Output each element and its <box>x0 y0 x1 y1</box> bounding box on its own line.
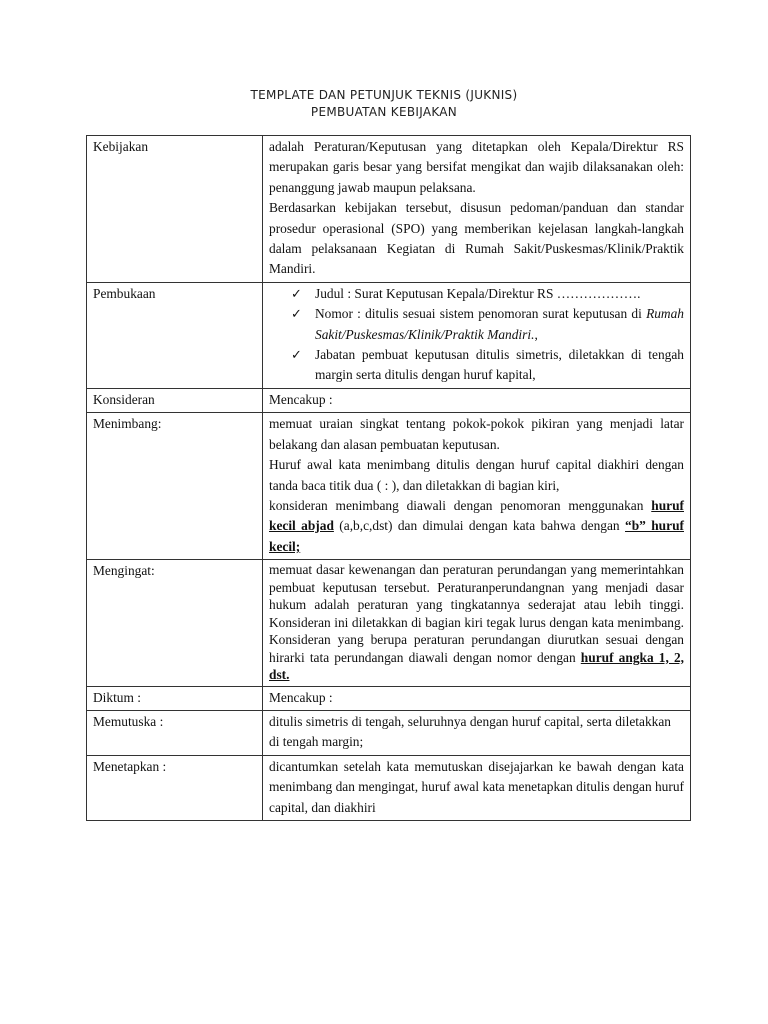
table-row-memutuska <box>87 711 691 756</box>
check-icon: ✓ <box>291 285 302 301</box>
row-content-konsideran: Mencakup : <box>263 388 691 412</box>
menimbang-p2: Huruf awal kata menimbang ditulis dengan huruf capital diakhiri dengan tanda baca titik dua ( : ), dan diletakkan di bagian kiri, <box>269 457 684 493</box>
row-label-mengingat: Mengingat: <box>87 560 263 687</box>
mengingat-text: memuat dasar kewenangan dan peraturan perundangan yang memerintahkan pembuat keputusan tersebut. Peraturanperundangnan yang menjadi dasar hukum adalah peraturan yang tingkatannya sederajat atau lebih tinggi. Konsideran ini diletakkan di bagian kiri tegak lurus dengan kata menimbang. Konsideran yang berupa peraturan perundangan diurutkan sesuai dengan hirarki tata perundangan diawali dengan nomor dengan huruf angka 1, 2, dst. <box>269 562 684 683</box>
row-label-menetapkan: Menetapkan : <box>87 755 263 820</box>
row-content-menimbang <box>263 413 691 560</box>
kebijakan-basis: Berdasarkan kebijakan tersebut, disusun pedoman/panduan dan standar prosedur operasional (SPO) yang memberikan kejelasan langkah-langkah dalam pelaksanaan Kegiatan di Rumah Sakit/Puskesmas/Klinik/Praktik Mandiri. <box>269 200 684 277</box>
row-content-pembukaan <box>263 282 691 388</box>
row-label-pembukaan: Pembukaan <box>87 282 263 388</box>
check-icon: ✓ <box>291 347 302 363</box>
table-row-pembukaan <box>87 282 691 388</box>
pembukaan-checklist <box>269 284 684 386</box>
menimbang-p3: konsideran menimbang diawali dengan penomoran menggunakan huruf kecil abjad (a,b,c,dst) dan dimulai dengan kata bahwa dengan “b” huruf kecil; <box>269 497 684 554</box>
kebijakan-definition: adalah Peraturan/Keputusan yang ditetapkan oleh Kepala/Direktur RS merupakan garis besar yang bersifat mengikat dan wajib dilaksanakan oleh: penanggung jawab maupun pelaksana. <box>269 139 684 195</box>
row-label-memutuska: Memutuska : <box>87 711 263 756</box>
table-row-konsideran <box>87 388 691 412</box>
row-content-diktum: Mencakup : <box>263 686 691 710</box>
check-icon: ✓ <box>291 306 302 322</box>
row-content-menetapkan: dicantumkan setelah kata memutuskan disejajarkan ke bawah dengan kata menimbang dan mengingat, huruf awal kata menetapkan ditulis dengan huruf capital, dan diakhiri <box>263 755 691 820</box>
table-row-diktum <box>87 686 691 710</box>
menimbang-p1: memuat uraian singkat tentang pokok-pokok pikiran yang menjadi latar belakang dan alasan pembuatan keputusan. <box>269 416 684 452</box>
checklist-item-nomor: ✓ Nomor : ditulis sesuai sistem penomoran surat keputusan di Rumah Sakit/Puskesmas/Klinik/Praktik Mandiri., <box>291 306 684 342</box>
row-label-konsideran: Konsideran <box>87 388 263 412</box>
table-row-mengingat <box>87 560 691 687</box>
row-label-kebijakan: Kebijakan <box>87 136 263 283</box>
checklist-item-jabatan: ✓ Jabatan pembuat keputusan ditulis simetris, diletakkan di tengah margin serta ditulis dengan huruf kapital, <box>291 347 684 383</box>
table-row-menetapkan <box>87 755 691 820</box>
row-label-menimbang: Menimbang: <box>87 413 263 560</box>
document-subtitle: PEMBUATAN KEBIJAKAN <box>310 105 458 119</box>
row-label-diktum: Diktum : <box>87 686 263 710</box>
checklist-item-judul: ✓ Judul : Surat Keputusan Kepala/Direktur RS ………………. <box>315 284 684 304</box>
table-row-menimbang <box>87 413 691 560</box>
row-content-kebijakan <box>263 136 691 283</box>
row-content-mengingat <box>263 560 691 687</box>
table-row-kebijakan <box>87 136 691 283</box>
row-content-memutuska: ditulis simetris di tengah, seluruhnya dengan huruf capital, serta diletakkan di tengah margin; <box>263 711 691 756</box>
document-title: TEMPLATE DAN PETUNJUK TEKNIS (JUKNIS) <box>250 88 518 102</box>
juknis-table <box>86 135 691 821</box>
